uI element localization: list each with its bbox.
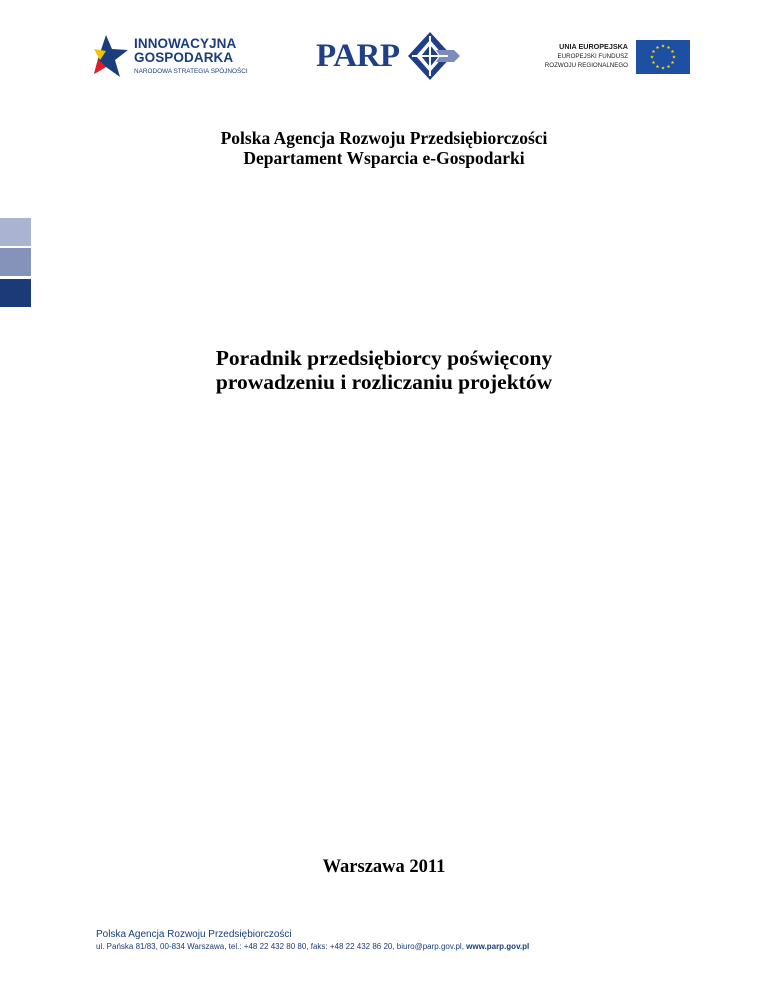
side-decor-block-medium bbox=[0, 248, 31, 276]
department-name: Departament Wsparcia e-Gospodarki bbox=[243, 148, 525, 168]
side-decor-block-light bbox=[0, 218, 31, 246]
innowacyjna-title bbox=[134, 37, 236, 65]
eu-line1: UNIA EUROPEJSKA bbox=[559, 42, 628, 51]
agency-heading bbox=[0, 128, 768, 168]
page-footer bbox=[96, 929, 529, 953]
innowacyjna-line2: GOSPODARKA bbox=[134, 50, 234, 65]
innowacyjna-subtitle: NARODOWA STRATEGIA SPÓJNOŚCI bbox=[134, 68, 248, 75]
parp-wordmark: PARP bbox=[316, 38, 400, 74]
parp-logo bbox=[316, 32, 466, 80]
footer-website-link[interactable]: www.parp.gov.pl bbox=[466, 942, 530, 951]
eu-line2: EUROPEJSKI FUNDUSZ bbox=[557, 53, 628, 60]
place-date: Warszawa 2011 bbox=[322, 857, 446, 877]
footer-address-line bbox=[96, 941, 529, 953]
document-title-line1: Poradnik przedsiębiorcy poświęcony bbox=[215, 346, 553, 370]
star-logo-icon bbox=[92, 33, 130, 79]
footer-organization: Polska Agencja Rozwoju Przedsiębiorczości bbox=[96, 929, 292, 940]
parp-diamond-icon bbox=[408, 32, 460, 80]
document-title bbox=[0, 346, 768, 394]
innowacyjna-gospodarka-logo bbox=[92, 33, 252, 79]
agency-name: Polska Agencja Rozwoju Przedsiębiorczości bbox=[220, 128, 548, 148]
eu-text bbox=[545, 42, 628, 70]
footer-address: ul. Pańska 81/83, 00-834 Warszawa, tel.: +48 22 432 80 80, faks: +48 22 432 86 20, biuro@parp.gov.pl, bbox=[96, 942, 467, 951]
eu-logo bbox=[530, 40, 690, 76]
document-title-line2: prowadzeniu i rozliczaniu projektów bbox=[215, 370, 553, 394]
side-decor-block-dark bbox=[0, 279, 31, 307]
eu-flag-icon bbox=[636, 40, 690, 74]
innowacyjna-line1: INNOWACYJNA bbox=[134, 36, 237, 51]
eu-line3: ROZWOJU REGIONALNEGO bbox=[544, 62, 628, 69]
